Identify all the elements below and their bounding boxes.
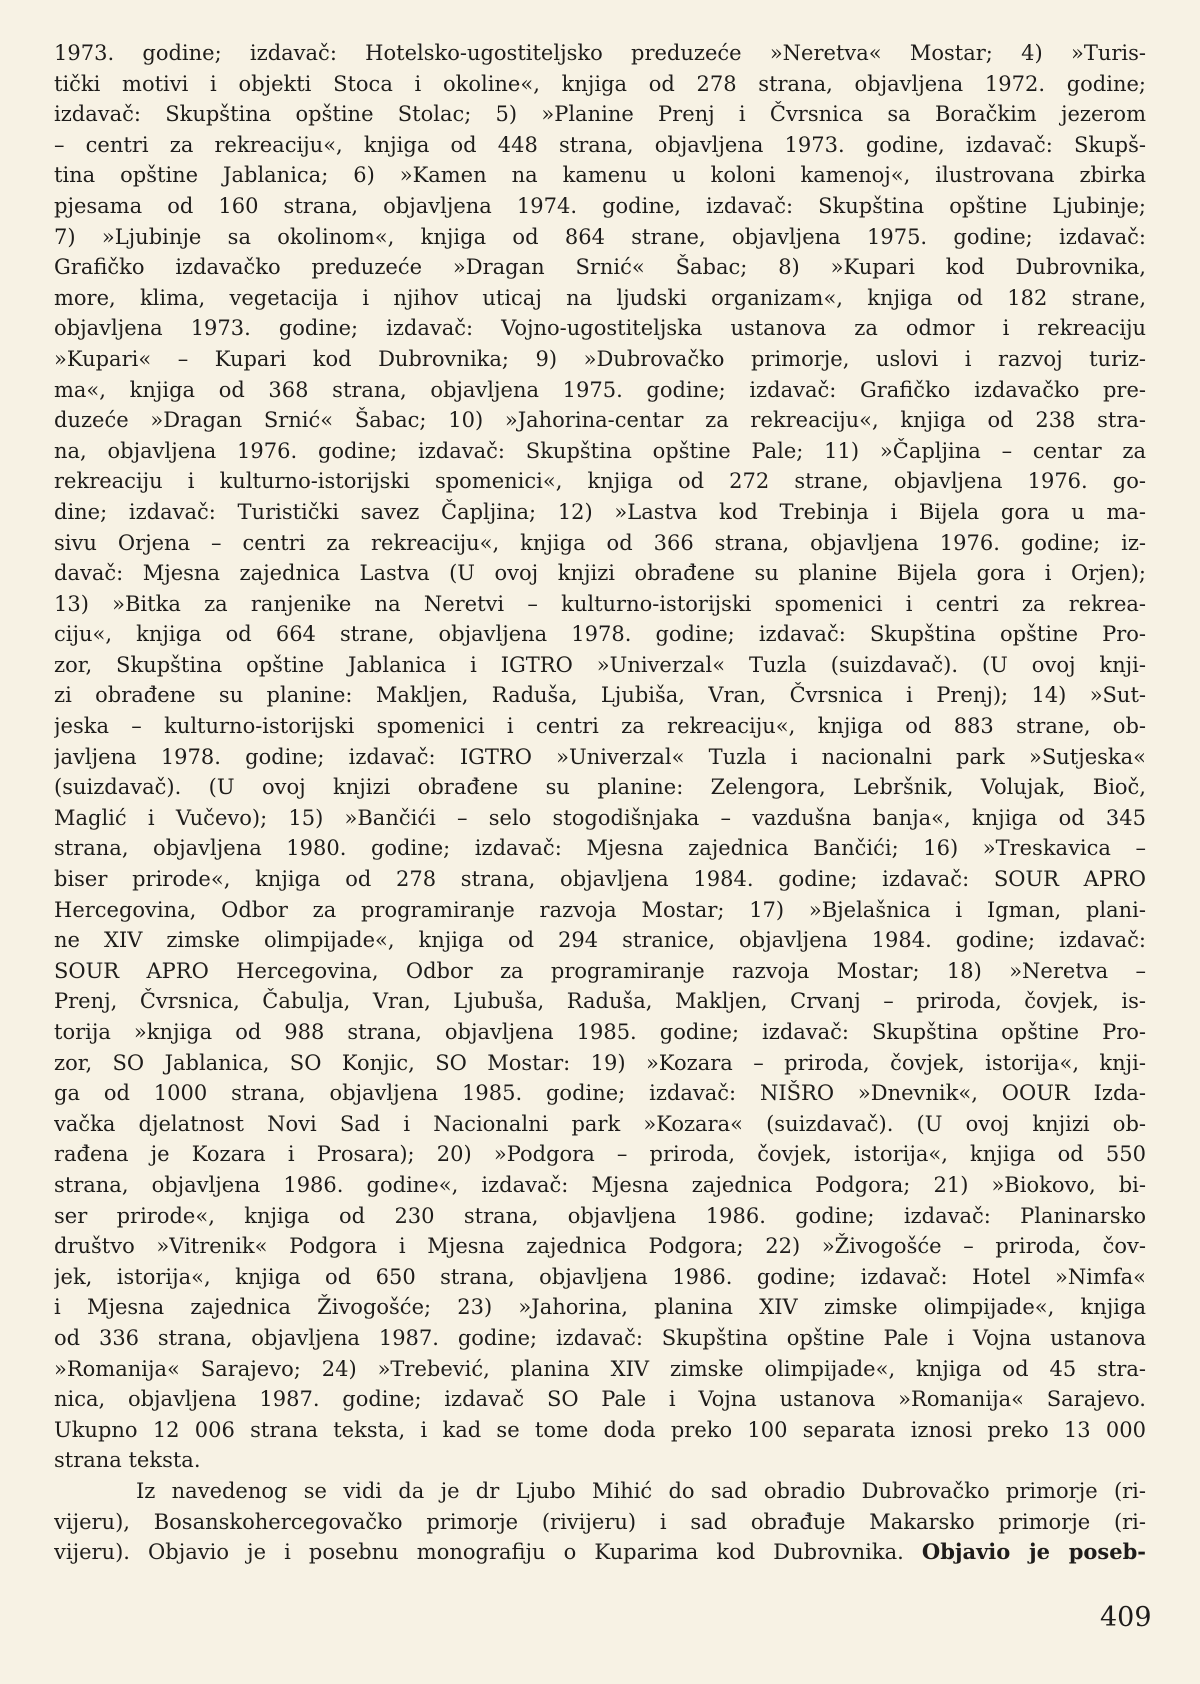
page-body (54, 38, 1146, 1568)
text-line: duzeće »Dragan Srnić« Šabac; 10) »Jahorina-centar za rekreaciju«, knjiga od 238 stra- (54, 408, 1146, 433)
text-line: torija »knjiga od 988 strana, objavljena 1985. godine; izdavač: Skupština opštine Pro- (54, 1020, 1146, 1044)
text-line: sivu Orjena – centri za rekreaciju«, knjiga od 366 strana, objavljena 1976. godine; iz- (54, 530, 1146, 555)
text-line: Iz navedenog se vidi da je dr Ljubo Mihić do sad obradio Dubrovačko primorje (ri- (136, 1478, 1146, 1503)
text-run: vijeru). Objavio je i posebnu monografiju o Kuparima kod Dubrovnika. (54, 1540, 922, 1565)
text-line: dine; izdavač: Turistički savez Čapljina; 12) »Lastva kod Trebinja i Bijela gora u ma- (54, 499, 1146, 524)
text-line: ser prirode«, knjiga od 230 strana, objavljena 1986. godine; izdavač: Planinarsko (54, 1203, 1146, 1228)
text-line: »Kupari« – Kupari kod Dubrovnika; 9) »Dubrovačko primorje, uslovi i razvoj turiz- (54, 346, 1146, 371)
text-line: ne XIV zimske olimpijade«, knjiga od 294 stranice, objavljena 1984. godine; izdavač: (54, 928, 1146, 953)
text-line: »Romanija« Sarajevo; 24) »Trebević, planina XIV zimske olimpijade«, knjiga od 45 stra- (54, 1356, 1146, 1381)
text-line: jeska – kulturno-istorijski spomenici i centri za rekreaciju«, knjiga od 883 strane, ob- (54, 714, 1146, 739)
text-line: zor, SO Jablanica, SO Konjic, SO Mostar: 19) »Kozara – priroda, čovjek, istorija«, knji- (54, 1050, 1146, 1075)
text-line: društvo »Vitrenik« Podgora i Mjesna zajednica Podgora; 22) »Živogošće – priroda, čov- (54, 1234, 1146, 1259)
text-line: 1973. godine; izdavač: Hotelsko-ugostiteljsko preduzeće »Neretva« Mostar; 4) »Turis- (54, 41, 1146, 65)
text-line: jek, istorija«, knjiga od 650 strana, objavljena 1986. godine; izdavač: Hotel »Nimfa« (54, 1264, 1146, 1289)
text-line: SOUR APRO Hercegovina, Odbor za programiranje razvoja Mostar; 18) »Neretva – (54, 958, 1146, 983)
text-line: javljena 1978. godine; izdavač: IGTRO »Univerzal« Tuzla i nacionalni park »Sutjeska« (54, 744, 1146, 769)
bibliography-paragraph (54, 38, 1146, 1476)
text-line: Maglić i Vučevo); 15) »Bančići – selo stogodišnjaka – vazdušna banja«, knjiga od 345 (54, 805, 1146, 830)
text-line: Ukupno 12 006 strana teksta, i kad se tome doda preko 100 separata iznosi preko 13 000 (54, 1417, 1146, 1442)
text-line (54, 1537, 1146, 1568)
text-line: davač: Mjesna zajednica Lastva (U ovoj knjizi obrađene su planine Bijela gora i Orjen); (54, 561, 1146, 586)
summary-paragraph (54, 1476, 1146, 1568)
text-line: ciju«, knjiga od 664 strane, objavljena 1978. godine; izdavač: Skupština opštine Pro- (54, 622, 1146, 647)
text-line: (suizdavač). (U ovoj knjizi obrađene su planine: Zelengora, Lebršnik, Volujak, Bioč, (54, 775, 1146, 800)
text-line: more, klima, vegetacija i njihov uticaj na ljudski organizam«, knjiga od 182 strane, (54, 285, 1146, 310)
text-line: 7) »Ljubinje sa okolinom«, knjiga od 864 strane, objavljena 1975. godine; izdavač: (54, 224, 1146, 249)
text-line: tički motivi i objekti Stoca i okoline«, knjiga od 278 strana, objavljena 1972. godine; (54, 71, 1146, 96)
page-number: 409 (1100, 1602, 1152, 1633)
text-line: izdavač: Skupština opštine Stolac; 5) »Planine Prenj i Čvrsnica sa Boračkim jezerom (54, 102, 1146, 127)
text-line: nica, objavljena 1987. godine; izdavač SO Pale i Vojna ustanova »Romanija« Sarajevo. (54, 1387, 1146, 1412)
text-line: ga od 1000 strana, objavljena 1985. godine; izdavač: NIŠRO »Dnevnik«, OOUR Izda- (54, 1081, 1146, 1106)
text-line: zor, Skupština opštine Jablanica i IGTRO »Univerzal« Tuzla (suizdavač). (U ovoj knji- (54, 652, 1146, 677)
text-line: i Mjesna zajednica Živogošće; 23) »Jahorina, planina XIV zimske olimpijade«, knjiga (54, 1295, 1146, 1320)
text-line: od 336 strana, objavljena 1987. godine; izdavač: Skupština opštine Pale i Vojna ustanova (54, 1325, 1146, 1350)
bold-text-run: Objavio je poseb- (921, 1539, 1146, 1565)
text-line: ma«, knjiga od 368 strana, objavljena 1975. godine; izdavač: Grafičko izdavačko pre- (54, 377, 1146, 402)
text-line: 13) »Bitka za ranjenike na Neretvi – kulturno-istorijski spomenici i centri za rekrea- (54, 591, 1146, 616)
text-line: strana, objavljena 1980. godine; izdavač: Mjesna zajednica Bančići; 16) »Treskavica – (54, 836, 1146, 861)
text-line: vačka djelatnost Novi Sad i Nacionalni park »Kozara« (suizdavač). (U ovoj knjizi ob- (54, 1111, 1146, 1136)
text-line: zi obrađene su planine: Makljen, Raduša, Ljubiša, Vran, Čvrsnica i Prenj); 14) »Sut- (54, 683, 1146, 708)
text-line: biser prirode«, knjiga od 278 strana, objavljena 1984. godine; izdavač: SOUR APRO (54, 867, 1146, 892)
text-line: – centri za rekreaciju«, knjiga od 448 strana, objavljena 1973. godine, izdavač: Skupš- (54, 132, 1146, 157)
text-line: rekreaciju i kulturno-istorijski spomenici«, knjiga od 272 strane, objavljena 1976. go- (54, 469, 1146, 494)
text-line: rađena je Kozara i Prosara); 20) »Podgora – priroda, čovjek, istorija«, knjiga od 550 (54, 1142, 1146, 1167)
text-line: vijeru), Bosanskohercegovačko primorje (rivijeru) i sad obrađuje Makarsko primorje (ri- (54, 1509, 1146, 1534)
text-line: pjesama od 160 strana, objavljena 1974. godine, izdavač: Skupština opštine Ljubinje; (54, 193, 1146, 218)
text-line: tina opštine Jablanica; 6) »Kamen na kamenu u koloni kamenoj«, ilustrovana zbirka (54, 163, 1146, 188)
text-line: na, objavljena 1976. godine; izdavač: Skupština opštine Pale; 11) »Čapljina – centar za (54, 438, 1146, 463)
text-line: strana teksta. (54, 1448, 201, 1473)
text-line: Hercegovina, Odbor za programiranje razvoja Mostar; 17) »Bjelašnica i Igman, plani- (54, 897, 1146, 922)
text-line: Grafičko izdavačko preduzeće »Dragan Srnić« Šabac; 8) »Kupari kod Dubrovnika, (54, 255, 1146, 280)
text-line: Prenj, Čvrsnica, Čabulja, Vran, Ljubuša, Raduša, Makljen, Crvanj – priroda, čovjek, is- (54, 989, 1146, 1014)
text-line: strana, objavljena 1986. godine«, izdavač: Mjesna zajednica Podgora; 21) »Biokovo, bi- (54, 1172, 1146, 1197)
text-line: objavljena 1973. godine; izdavač: Vojno-ugostiteljska ustanova za odmor i rekreaciju (54, 316, 1146, 341)
